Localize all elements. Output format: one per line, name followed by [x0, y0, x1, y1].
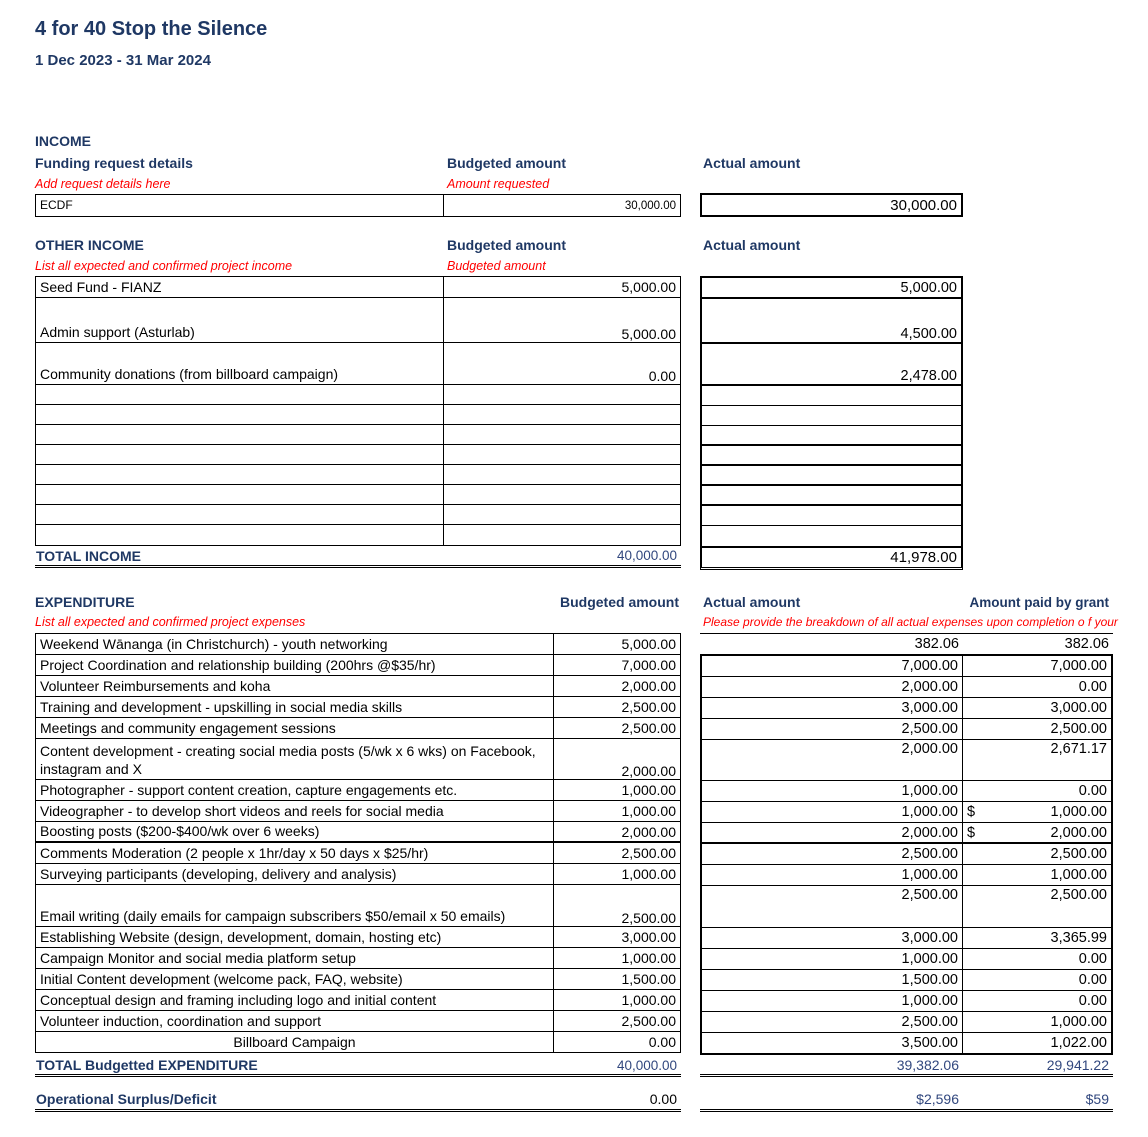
expenditure-item-actual: 2,500.00	[702, 886, 963, 927]
table-row	[36, 385, 680, 405]
table-row	[702, 698, 1111, 719]
table-row	[36, 525, 680, 545]
expenditure-item-budgeted: 2,000.00	[621, 823, 676, 840]
table-row	[702, 466, 961, 486]
table-row	[36, 739, 680, 780]
table-row	[36, 655, 680, 676]
expenditure-note-detail: List all expected and confirmed project expenses	[35, 615, 306, 629]
expenditure-col-budgeted-header: Budgeted amount	[560, 594, 679, 610]
expenditure-item-label: Volunteer Reimbursements and koha	[36, 676, 554, 696]
expenditure-item-grant: 2,671.17	[1050, 741, 1107, 757]
expenditure-item-actual: 2,000.00	[702, 740, 963, 780]
table-row	[702, 802, 1111, 823]
income-item-label	[36, 445, 444, 464]
table-row	[702, 970, 1111, 991]
expenditure-table	[35, 633, 681, 1053]
expenditure-item-grant: 2,500.00	[1050, 846, 1107, 862]
expenditure-item-grant-cell	[963, 1014, 1111, 1030]
expenditure-item-budgeted: 1,000.00	[621, 782, 676, 798]
table-row	[702, 719, 1111, 740]
table-row	[702, 823, 1111, 844]
income-item-label	[36, 405, 444, 424]
table-row	[36, 1032, 680, 1052]
expenditure-item-label: Project Coordination and relationship building (200hrs @$35/hr)	[36, 655, 554, 675]
table-row	[36, 465, 680, 485]
income-col-budgeted-header: Budgeted amount	[447, 155, 566, 171]
expenditure-item-budgeted: 2,500.00	[621, 845, 676, 861]
total-expenditure-actual-row	[700, 1056, 1113, 1077]
table-row	[702, 406, 961, 426]
expenditure-item-budgeted: 1,000.00	[621, 803, 676, 819]
surplus-label: Operational Surplus/Deficit	[36, 1091, 217, 1107]
income-col-detail-header: Funding request details	[35, 155, 193, 171]
expenditure-section-label: EXPENDITURE	[35, 594, 135, 610]
expenditure-actual-column	[700, 654, 1113, 1055]
other-income-section-label: OTHER INCOME	[35, 237, 144, 253]
table-row	[702, 740, 1111, 781]
expenditure-item-label: Conceptual design and framing including logo and initial content	[36, 990, 554, 1010]
table-row	[36, 843, 680, 864]
expenditure-item-label: Training and development - upskilling in social media skills	[36, 697, 554, 717]
expenditure-item-grant: 0.00	[1078, 951, 1107, 967]
expenditure-item-grant: 0.00	[1078, 972, 1107, 988]
expenditure-item-grant: 1,000.00	[1050, 804, 1107, 820]
expenditure-item-grant-cell	[963, 721, 1111, 737]
expenditure-item-grant-cell	[963, 658, 1111, 674]
other-income-actual-column	[700, 276, 963, 548]
page-title: 4 for 40 Stop the Silence	[35, 18, 268, 40]
expenditure-item-grant-cell	[963, 846, 1111, 862]
expenditure-item-budgeted: 7,000.00	[621, 657, 676, 673]
surplus-actual: $2,596	[916, 1091, 959, 1107]
table-row	[36, 927, 680, 948]
expenditure-item-label: Comments Moderation (2 people x 1hr/day x 50 days x $25/hr)	[36, 843, 554, 863]
table-row	[702, 991, 1111, 1012]
income-note-budgeted: Amount requested	[447, 177, 550, 191]
table-row	[36, 697, 680, 718]
income-item-label: ECDF	[36, 195, 444, 216]
income-item-label	[36, 385, 444, 404]
expenditure-col-grant-header: Amount paid by grant	[969, 595, 1109, 610]
expenditure-item-budgeted: 0.00	[648, 1034, 676, 1050]
expenditure-item-label: Initial Content development (welcome pack, FAQ, website)	[36, 969, 554, 989]
income-item-label	[36, 485, 444, 504]
expenditure-item-label: Volunteer induction, coordination and support	[36, 1011, 554, 1031]
expenditure-item-grant-cell	[963, 700, 1111, 716]
total-income-row	[35, 546, 681, 568]
expenditure-item-budgeted: 2,500.00	[621, 910, 676, 926]
income-item-budgeted: 30,000.00	[624, 199, 676, 212]
expenditure-item-grant: 1,022.00	[1050, 1035, 1107, 1051]
table-row	[36, 1011, 680, 1032]
expenditure-item-budgeted: 5,000.00	[621, 636, 676, 652]
expenditure-item-grant: 2,500.00	[1050, 721, 1107, 737]
expenditure-item-grant-cell	[963, 1035, 1111, 1051]
expenditure-item-budgeted: 2,000.00	[621, 763, 676, 779]
surplus-actual-row	[700, 1089, 1113, 1112]
income-item-label: Admin support (Asturlab)	[36, 298, 444, 342]
expenditure-item-actual: 2,500.00	[702, 844, 963, 864]
table-row	[36, 801, 680, 822]
income-item-actual: 30,000.00	[890, 196, 957, 214]
expenditure-item-label: Videographer - to develop short videos and reels for social media	[36, 801, 554, 821]
expenditure-item-grant-cell	[963, 930, 1111, 946]
expenditure-item-budgeted: 3,000.00	[621, 929, 676, 945]
expenditure-item-actual: 1,000.00	[702, 949, 963, 969]
table-row	[36, 948, 680, 969]
expenditure-item-actual: 3,000.00	[702, 698, 963, 718]
expenditure-item-label: Campaign Monitor and social media platform setup	[36, 948, 554, 968]
expenditure-item-label: Content development - creating social media posts (5/wk x 6 wks) on Facebook, instagram and X	[36, 739, 554, 779]
table-row	[36, 445, 680, 465]
table-row	[36, 505, 680, 525]
table-row	[702, 886, 1111, 928]
table-row	[36, 277, 680, 298]
income-item-actual: 5,000.00	[900, 279, 957, 296]
table-row	[702, 844, 1111, 865]
other-income-col-actual-header: Actual amount	[703, 237, 801, 253]
table-row	[36, 405, 680, 425]
expenditure-item-actual: 1,500.00	[702, 970, 963, 990]
income-col-actual-header: Actual amount	[703, 155, 801, 171]
income-item-label	[36, 425, 444, 444]
expenditure-item-actual: 3,500.00	[702, 1033, 963, 1053]
expenditure-item-grant-cell	[963, 951, 1111, 967]
table-row	[702, 426, 961, 446]
table-row	[702, 486, 961, 506]
income-item-budgeted: 0.00	[648, 368, 676, 384]
table-row	[702, 656, 1111, 677]
expenditure-actual-row-first	[700, 633, 1113, 654]
table-row	[36, 676, 680, 697]
expenditure-grant-value: 382.06	[1064, 636, 1109, 652]
expenditure-actual-value: 382.06	[914, 636, 959, 652]
table-row	[702, 1033, 1111, 1053]
income-item-label	[36, 505, 444, 524]
expenditure-item-actual: 2,000.00	[702, 823, 963, 842]
income-item-budgeted: 5,000.00	[621, 326, 676, 342]
surplus-row	[35, 1089, 681, 1112]
expenditure-item-grant-cell	[963, 825, 1111, 841]
expenditure-item-budgeted: 1,000.00	[621, 992, 676, 1008]
income-note-detail: Add request details here	[35, 177, 171, 191]
expenditure-item-grant: 2,000.00	[1050, 824, 1107, 841]
total-expenditure-label: TOTAL Budgetted EXPENDITURE	[36, 1057, 258, 1073]
expenditure-item-grant-cell	[963, 740, 1111, 757]
table-row	[36, 343, 680, 385]
income-item-actual: 4,500.00	[900, 326, 957, 342]
total-income-actual-row	[700, 548, 963, 570]
expenditure-item-grant: 7,000.00	[1050, 658, 1107, 674]
table-row	[702, 781, 1111, 802]
income-section-label: INCOME	[35, 133, 91, 149]
surplus-grant: $59	[1085, 1091, 1109, 1107]
expenditure-item-budgeted: 2,500.00	[621, 699, 676, 715]
expenditure-item-grant-cell	[963, 972, 1111, 988]
expenditure-item-grant-cell	[963, 867, 1111, 883]
expenditure-item-label: Email writing (daily emails for campaign subscribers $50/email x 50 emails)	[36, 885, 554, 926]
income-item-budgeted: 5,000.00	[621, 279, 676, 295]
table-row	[702, 865, 1111, 886]
total-income-actual: 41,978.00	[890, 549, 957, 566]
expenditure-item-actual: 3,000.00	[702, 928, 963, 948]
other-income-table	[35, 276, 681, 546]
expenditure-item-budgeted: 2,000.00	[621, 678, 676, 694]
table-row	[702, 506, 961, 526]
table-row	[702, 278, 961, 299]
table-row	[36, 485, 680, 505]
currency-prefix: $	[967, 804, 976, 820]
expenditure-item-grant-cell	[963, 804, 1111, 820]
expenditure-item-grant: 3,365.99	[1050, 930, 1107, 946]
expenditure-item-label: Surveying participants (developing, delivery and analysis)	[36, 864, 554, 884]
expenditure-item-actual: 1,000.00	[702, 865, 963, 885]
total-expenditure-budgeted: 40,000.00	[616, 1057, 677, 1073]
table-row	[36, 780, 680, 801]
expenditure-item-actual: 1,000.00	[702, 781, 963, 801]
expenditure-item-grant-cell	[963, 679, 1111, 695]
table-row	[702, 928, 1111, 949]
expenditure-item-actual: 2,500.00	[702, 1012, 963, 1032]
table-row	[702, 344, 961, 386]
expenditure-item-grant-cell	[963, 886, 1111, 903]
expenditure-item-label: Photographer - support content creation, capture engagements etc.	[36, 780, 554, 800]
expenditure-item-actual: 1,000.00	[702, 802, 963, 822]
table-row	[702, 446, 961, 466]
expenditure-item-grant-cell	[963, 993, 1111, 1009]
expenditure-item-budgeted: 1,000.00	[621, 950, 676, 966]
expenditure-note-actual: Please provide the breakdown of all actual expenses upon completion o f your	[703, 615, 1118, 629]
surplus-budgeted: 0.00	[649, 1091, 677, 1107]
income-item-label: Community donations (from billboard campaign)	[36, 343, 444, 384]
table-row	[36, 718, 680, 739]
other-income-col-budgeted-header: Budgeted amount	[447, 237, 566, 253]
expenditure-item-label: Establishing Website (design, development, domain, hosting etc)	[36, 927, 554, 947]
currency-prefix: $	[967, 824, 976, 841]
income-item-label	[36, 525, 444, 545]
expenditure-item-label: Boosting posts ($200-$400/wk over 6 weeks)	[36, 822, 554, 841]
expenditure-item-actual: 2,000.00	[702, 677, 963, 697]
expenditure-item-actual: 7,000.00	[702, 656, 963, 676]
table-row	[702, 386, 961, 406]
expenditure-item-grant: 3,000.00	[1050, 700, 1107, 716]
expenditure-item-budgeted: 2,500.00	[621, 1013, 676, 1029]
expenditure-item-grant-cell	[963, 783, 1111, 799]
table-row	[36, 969, 680, 990]
expenditure-item-budgeted: 1,000.00	[621, 866, 676, 882]
table-row	[36, 634, 680, 655]
table-row	[702, 949, 1111, 970]
table-row	[702, 299, 961, 344]
other-income-note-budgeted: Budgeted amount	[447, 259, 546, 273]
total-expenditure-grant: 29,941.22	[1046, 1057, 1109, 1073]
table-row	[702, 677, 1111, 698]
income-actual-cell	[700, 193, 963, 217]
total-income-label: TOTAL INCOME	[36, 547, 141, 564]
total-income-budgeted: 40,000.00	[616, 548, 677, 563]
expenditure-item-label: Weekend Wānanga (in Christchurch) - youth networking	[36, 634, 554, 654]
expenditure-item-budgeted: 1,500.00	[621, 971, 676, 987]
expenditure-item-grant: 0.00	[1078, 783, 1107, 799]
expenditure-item-actual: 1,000.00	[702, 991, 963, 1011]
expenditure-item-label: Billboard Campaign	[36, 1032, 554, 1052]
date-range: 1 Dec 2023 - 31 Mar 2024	[35, 52, 211, 69]
table-row	[36, 298, 680, 343]
table-row	[36, 885, 680, 927]
table-row	[702, 1012, 1111, 1033]
expenditure-item-budgeted: 2,500.00	[621, 720, 676, 736]
total-expenditure-actual: 39,382.06	[896, 1057, 959, 1073]
expenditure-item-grant: 0.00	[1078, 993, 1107, 1009]
table-row	[36, 822, 680, 843]
table-row	[36, 990, 680, 1011]
income-item-label: Seed Fund - FIANZ	[36, 277, 444, 297]
expenditure-item-actual: 2,500.00	[702, 719, 963, 739]
income-table	[35, 194, 681, 217]
table-row	[36, 425, 680, 445]
expenditure-item-grant: 1,000.00	[1050, 867, 1107, 883]
income-item-label	[36, 465, 444, 484]
income-item-actual: 2,478.00	[900, 368, 957, 384]
expenditure-item-grant: 2,500.00	[1050, 887, 1107, 903]
expenditure-col-actual-header: Actual amount	[703, 594, 801, 610]
table-row	[36, 864, 680, 885]
table-row	[702, 526, 961, 546]
other-income-note-detail: List all expected and confirmed project income	[35, 259, 293, 273]
expenditure-item-label: Meetings and community engagement sessions	[36, 718, 554, 738]
total-expenditure-row	[35, 1056, 681, 1077]
expenditure-item-grant: 0.00	[1078, 679, 1107, 695]
expenditure-item-grant: 1,000.00	[1050, 1014, 1107, 1030]
